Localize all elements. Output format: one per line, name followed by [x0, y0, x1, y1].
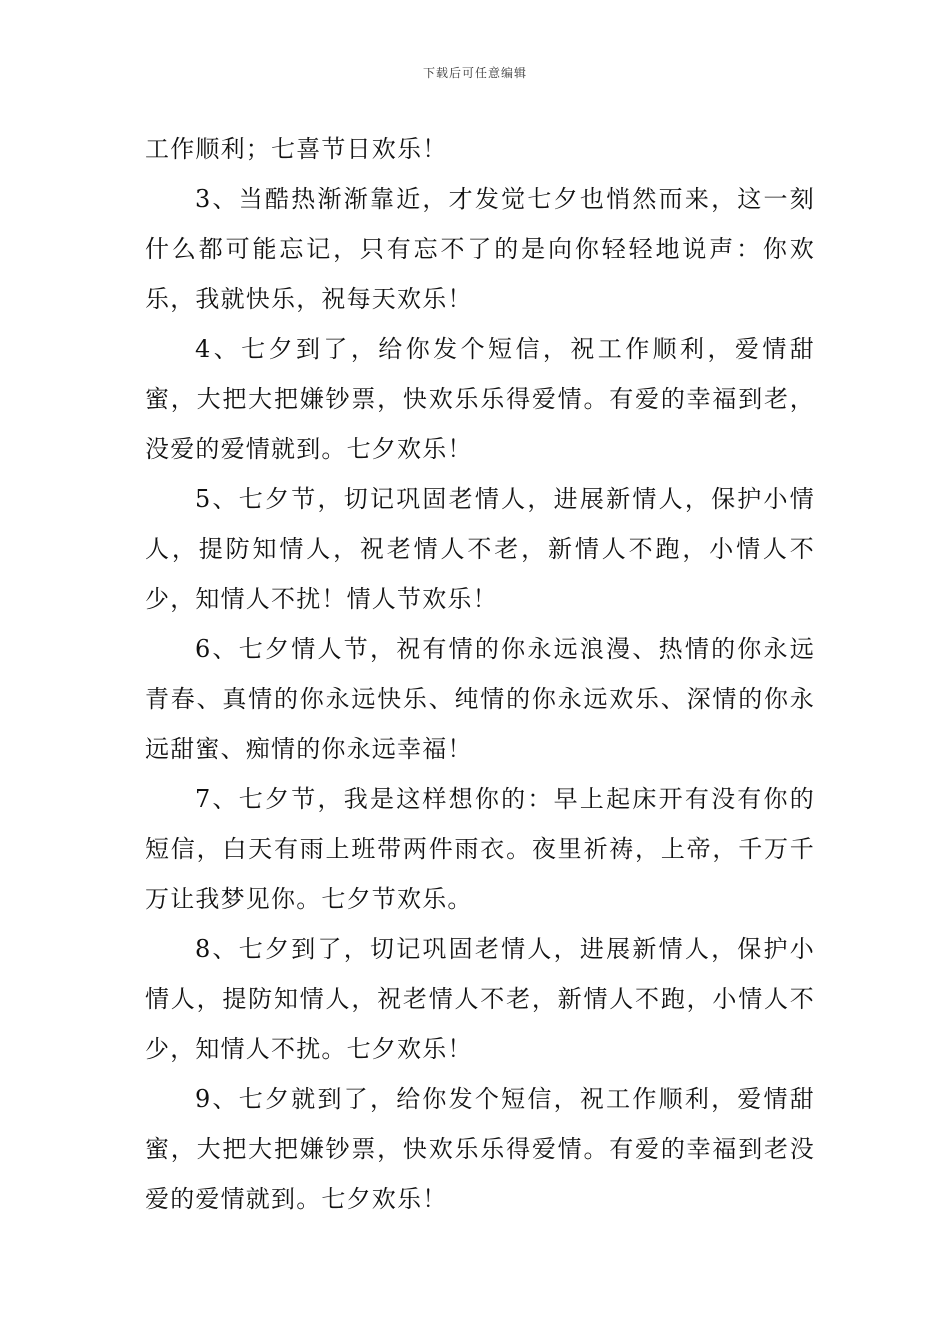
paragraph-item-5: 5、七夕节，切记巩固老情人，进展新情人，保护小情人，提防知情人，祝老情人不老，新情人不跑，小情人不少，知情人不扰！情人节欢乐！: [145, 485, 815, 613]
paragraph-item-9: 9、七夕就到了，给你发个短信，祝工作顺利，爱情甜蜜，大把大把嫌钞票，快欢乐乐得爱情。有爱的幸福到老没爱的爱情就到。七夕欢乐！: [145, 1085, 815, 1213]
page-header: 下载后可任意编辑: [422, 66, 527, 80]
paragraph-item-3: 3、当酷热渐渐靠近，才发觉七夕也悄然而来，这一刻什么都可能忘记，只有忘不了的是向你轻轻地说声：你欢乐，我就快乐，祝每天欢乐！: [145, 185, 815, 313]
paragraph-item-7: 7、七夕节，我是这样想你的：早上起床开有没有你的短信，白天有雨上班带两件雨衣。夜里祈祷，上帝，千万千万让我梦见你。七夕节欢乐。: [145, 785, 815, 913]
document-body: [145, 124, 815, 1224]
paragraph-continuation: 工作顺利；七喜节日欢乐！: [145, 135, 448, 163]
paragraph-item-8: 8、七夕到了，切记巩固老情人，进展新情人，保护小情人，提防知情人，祝老情人不老，新情人不跑，小情人不少，知情人不扰。七夕欢乐！: [145, 935, 815, 1063]
paragraph-item-4: 4、七夕到了，给你发个短信，祝工作顺利，爱情甜蜜，大把大把嫌钞票，快欢乐乐得爱情。有爱的幸福到老，没爱的爱情就到。七夕欢乐！: [145, 335, 815, 463]
paragraph-item-6: 6、七夕情人节，祝有情的你永远浪漫、热情的你永远青春、真情的你永远快乐、纯情的你永远欢乐、深情的你永远甜蜜、痴情的你永远幸福！: [145, 635, 815, 763]
